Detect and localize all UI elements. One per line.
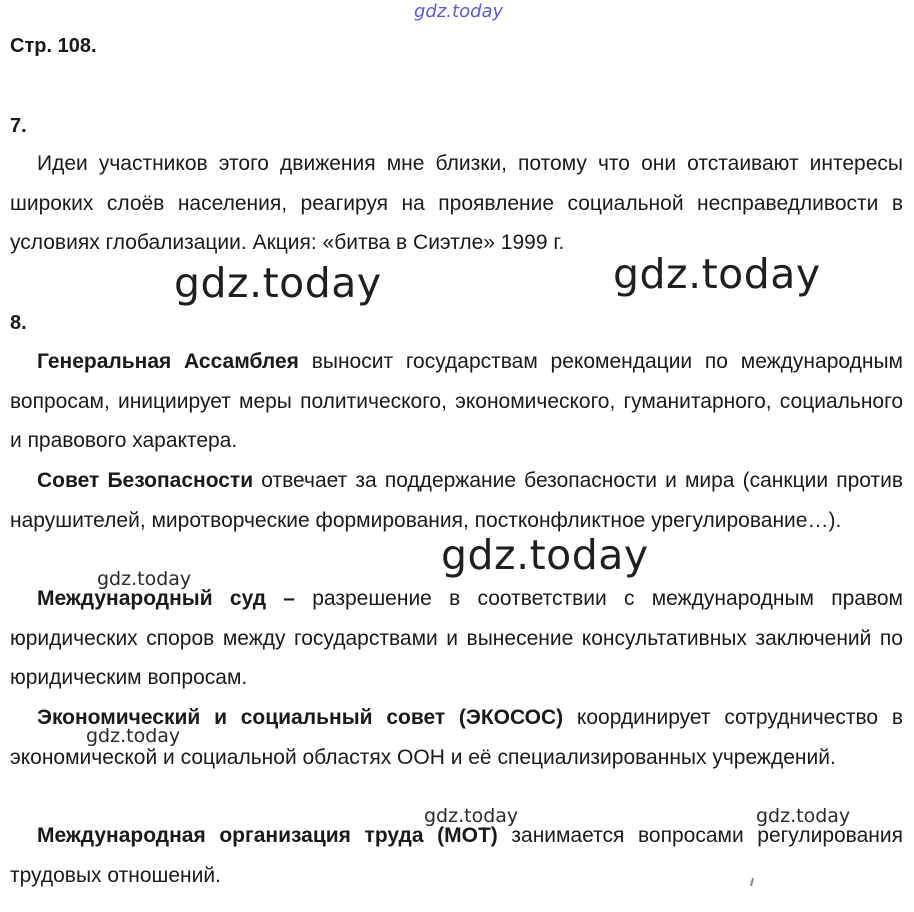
para-text: координирует сотрудничество в экономической и социальной областях ООН и её специализированных учреждений. bbox=[10, 706, 903, 769]
para-bold: Совет Безопасности bbox=[37, 469, 254, 492]
ilo-paragraph bbox=[10, 816, 903, 895]
general-assembly-paragraph bbox=[10, 342, 903, 461]
watermark-large-1: gdz.today bbox=[174, 259, 382, 307]
international-court-paragraph bbox=[10, 579, 903, 698]
para-bold: Международный суд – bbox=[37, 587, 295, 610]
watermark-large-3: gdz.today bbox=[441, 531, 649, 579]
para-bold: Экономический и социальный совет (ЭКОСОС) bbox=[37, 706, 564, 729]
para-bold: Генеральная Ассамблея bbox=[37, 350, 299, 373]
para-text: разрешение в соответствии с международным правом юридических споров между государствами и вынесение консультативных заключений по юридическим вопросам. bbox=[10, 587, 903, 689]
watermark-small-2: gdz.today bbox=[86, 725, 181, 747]
para-text: занимается вопросами регулирования трудовых отношений. bbox=[10, 824, 903, 887]
watermark-small-3: gdz.today bbox=[424, 805, 519, 827]
para-text: Идеи участников этого движения мне близки, потому что они отстаивают интересы широких слоёв населения, реагируя на проявление социальной несправедливости в условиях глобализации. Акция: «битва в Сиэтле» 1999 г. bbox=[10, 152, 903, 254]
watermark-top: gdz.today bbox=[414, 1, 504, 22]
para-bold: Международная организация труда (МОТ) bbox=[37, 824, 498, 847]
watermark-small-1: gdz.today bbox=[97, 568, 192, 590]
page-label: Стр. 108. bbox=[10, 35, 97, 57]
watermark-large-2: gdz.today bbox=[613, 250, 821, 298]
question-7-paragraph bbox=[10, 144, 903, 263]
para-text: отвечает за поддержание безопасности и мира (санкции против нарушителей, миротворческие формирования, постконфликтное урегулирование…). bbox=[10, 469, 903, 532]
question-7-number: 7. bbox=[10, 115, 27, 137]
security-council-paragraph bbox=[10, 461, 903, 540]
watermark-small-4: gdz.today bbox=[756, 805, 851, 827]
question-8-number: 8. bbox=[10, 312, 27, 334]
para-text: выносит государствам рекомендации по международным вопросам, инициирует меры политического, экономического, гуманитарного, социального и правового характера. bbox=[10, 350, 903, 452]
